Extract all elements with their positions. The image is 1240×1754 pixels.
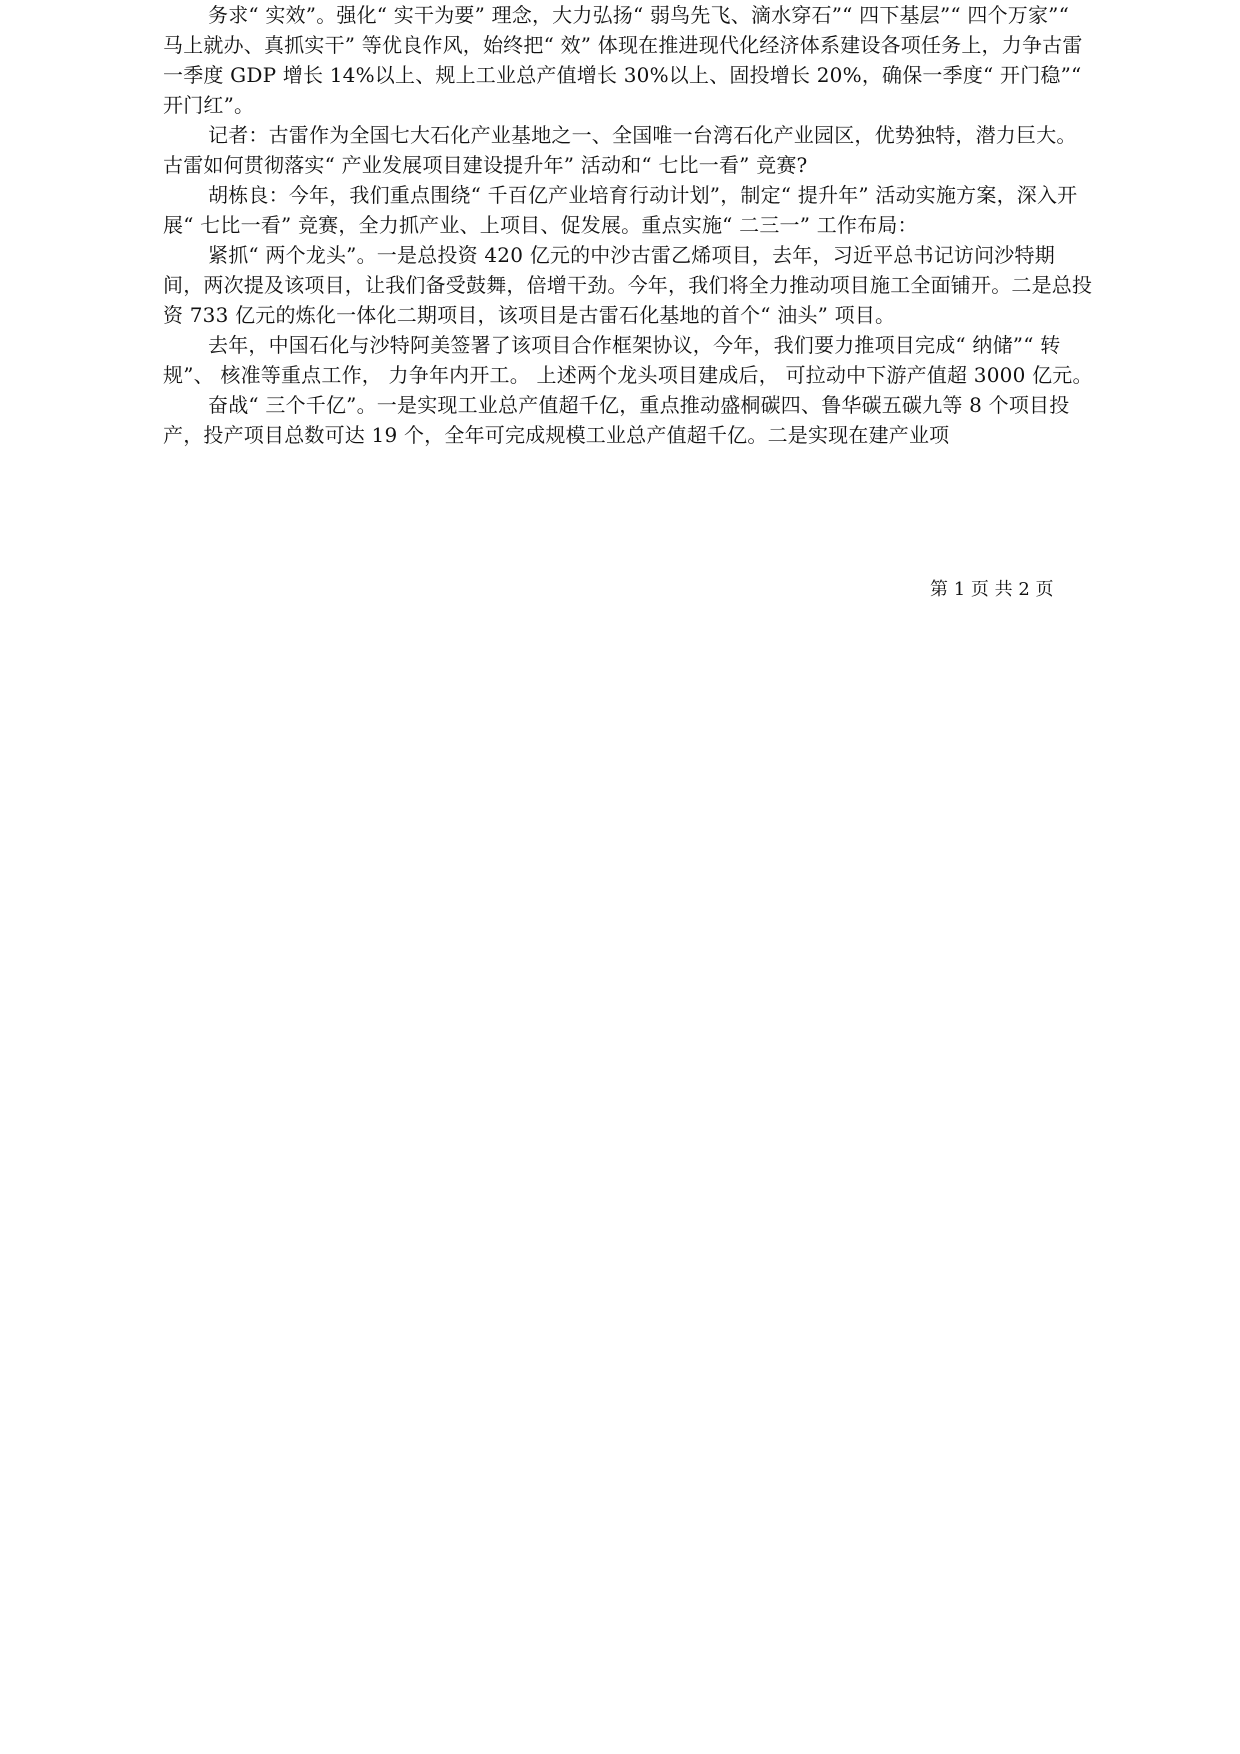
paragraph-5: 去年，中国石化与沙特阿美签署了该项目合作框架协议，今年，我们要力推项目完成“ 纳储”“ 转规”、 核准等重点工作， 力争年内开工。 上述两个龙头项目建成后， 可拉动中下游产值超 3000 亿元。: [163, 333, 1093, 387]
document-body: [163, 0, 1093, 450]
paragraph-3: 胡栋良：今年，我们重点围绕“ 千百亿产业培育行动计划”，制定“ 提升年” 活动实施方案，深入开展“ 七比一看” 竞赛，全力抓产业、上项目、促发展。重点实施“ 二三一” 工作布局：: [163, 183, 1078, 237]
paragraph-4: 紧抓“ 两个龙头”。一是总投资 420 亿元的中沙古雷乙烯项目，去年，习近平总书记访问沙特期间，两次提及该项目，让我们备受鼓舞，倍增干劲。今年，我们将全力推动项目施工全面铺开。二是总投资 733 亿元的炼化一体化二期项目，该项目是古雷石化基地的首个“ 油头” 项目。: [163, 243, 1093, 327]
paragraph-2: 记者：古雷作为全国七大石化产业基地之一、全国唯一台湾石化产业园区，优势独特，潜力巨大。古雷如何贯彻落实“ 产业发展项目建设提升年” 活动和“ 七比一看” 竞赛?: [163, 123, 1077, 177]
paragraph-6: 奋战“ 三个千亿”。一是实现工业总产值超千亿，重点推动盛桐碳四、鲁华碳五碳九等 8 个项目投产，投产项目总数可达 19 个，全年可完成规模工业总产值超千亿。二是实现在建产业项: [163, 393, 1070, 447]
page-number-footer: 第 1 页 共 2 页: [930, 579, 1054, 600]
paragraph-1: 务求“ 实效”。强化“ 实干为要” 理念，大力弘扬“ 弱鸟先飞、滴水穿石”“ 四下基层”“ 四个万家”“ 马上就办、真抓实干” 等优良作风，始终把“ 效” 体现在推进现代化经济体系建设各项任务上，力争古雷一季度 GDP 增长 14%以上、规上工业总产值增长 30%以上、固投增长 20%，确保一季度“ 开门稳”“ 开门红”。: [163, 3, 1083, 117]
